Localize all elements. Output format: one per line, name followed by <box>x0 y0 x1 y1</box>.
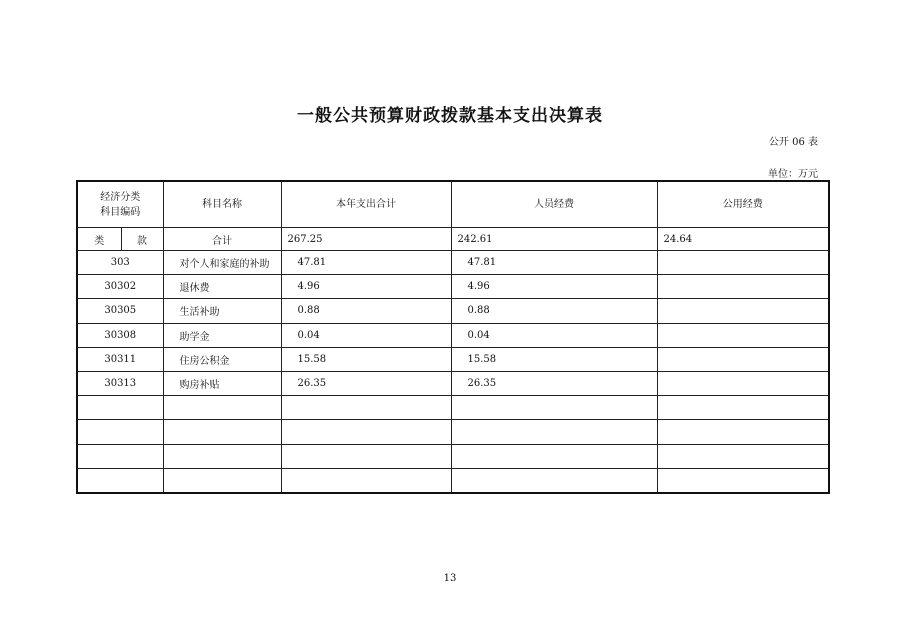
row-total: 0.88 <box>281 299 451 323</box>
row-name <box>163 420 281 444</box>
row-code <box>77 468 163 493</box>
row-total: 26.35 <box>281 371 451 395</box>
page-number: 13 <box>443 573 457 584</box>
row-code: 30308 <box>77 323 163 347</box>
row-personnel: 4.96 <box>451 275 657 299</box>
table-row <box>77 444 829 468</box>
header-personnel: 人员经费 <box>451 181 657 228</box>
row-public <box>657 444 829 468</box>
total-row <box>77 228 829 251</box>
row-personnel: 15.58 <box>451 347 657 371</box>
row-personnel <box>451 420 657 444</box>
row-personnel <box>451 468 657 493</box>
row-code: 30305 <box>77 299 163 323</box>
total-sum: 267.25 <box>281 228 451 251</box>
row-personnel: 26.35 <box>451 371 657 395</box>
row-total: 47.81 <box>281 251 451 275</box>
table-row <box>77 420 829 444</box>
row-personnel <box>451 444 657 468</box>
table-row <box>77 299 829 323</box>
row-public <box>657 323 829 347</box>
row-total <box>281 420 451 444</box>
table-row <box>77 323 829 347</box>
table-row <box>77 347 829 371</box>
row-code: 30302 <box>77 275 163 299</box>
table-row <box>77 251 829 275</box>
row-personnel: 47.81 <box>451 251 657 275</box>
row-code <box>77 420 163 444</box>
header-total: 本年支出合计 <box>281 181 451 228</box>
row-total <box>281 444 451 468</box>
row-code: 303 <box>77 251 163 275</box>
row-name <box>163 468 281 493</box>
table-header-row <box>77 181 829 228</box>
table-row <box>77 371 829 395</box>
row-public <box>657 251 829 275</box>
row-name <box>163 396 281 420</box>
header-econ-code <box>77 181 163 228</box>
row-total <box>281 468 451 493</box>
form-code: 公开 06 表 <box>768 137 818 148</box>
row-code: 30313 <box>77 371 163 395</box>
expenditure-table <box>76 180 830 494</box>
row-name: 生活补助 <box>163 299 281 323</box>
table-row <box>77 468 829 493</box>
row-public <box>657 347 829 371</box>
row-total: 4.96 <box>281 275 451 299</box>
header-econ-line1: 经济分类 <box>100 191 141 203</box>
row-public <box>657 299 829 323</box>
row-personnel: 0.88 <box>451 299 657 323</box>
row-name: 助学金 <box>163 323 281 347</box>
page-title: 一般公共预算财政拨款基本支出决算表 <box>297 106 603 126</box>
row-name <box>163 444 281 468</box>
row-public <box>657 396 829 420</box>
row-total: 0.04 <box>281 323 451 347</box>
row-public <box>657 275 829 299</box>
row-code <box>77 444 163 468</box>
row-name: 住房公积金 <box>163 347 281 371</box>
total-personnel: 242.61 <box>451 228 657 251</box>
total-label: 合计 <box>163 228 281 251</box>
header-econ-line2: 科目编码 <box>100 206 141 218</box>
header-name: 科目名称 <box>163 181 281 228</box>
row-name: 对个人和家庭的补助 <box>163 251 281 275</box>
row-public <box>657 420 829 444</box>
row-public <box>657 468 829 493</box>
row-public <box>657 371 829 395</box>
table-row <box>77 275 829 299</box>
row-code: 30311 <box>77 347 163 371</box>
row-name: 退休费 <box>163 275 281 299</box>
unit-label: 单位：万元 <box>768 169 818 180</box>
table-row <box>77 396 829 420</box>
total-public: 24.64 <box>657 228 829 251</box>
subheader-kuan: 款 <box>121 228 163 251</box>
subheader-lei: 类 <box>77 228 121 251</box>
row-personnel: 0.04 <box>451 323 657 347</box>
row-name: 购房补贴 <box>163 371 281 395</box>
row-total: 15.58 <box>281 347 451 371</box>
row-code <box>77 396 163 420</box>
header-public: 公用经费 <box>657 181 829 228</box>
row-personnel <box>451 396 657 420</box>
row-total <box>281 396 451 420</box>
